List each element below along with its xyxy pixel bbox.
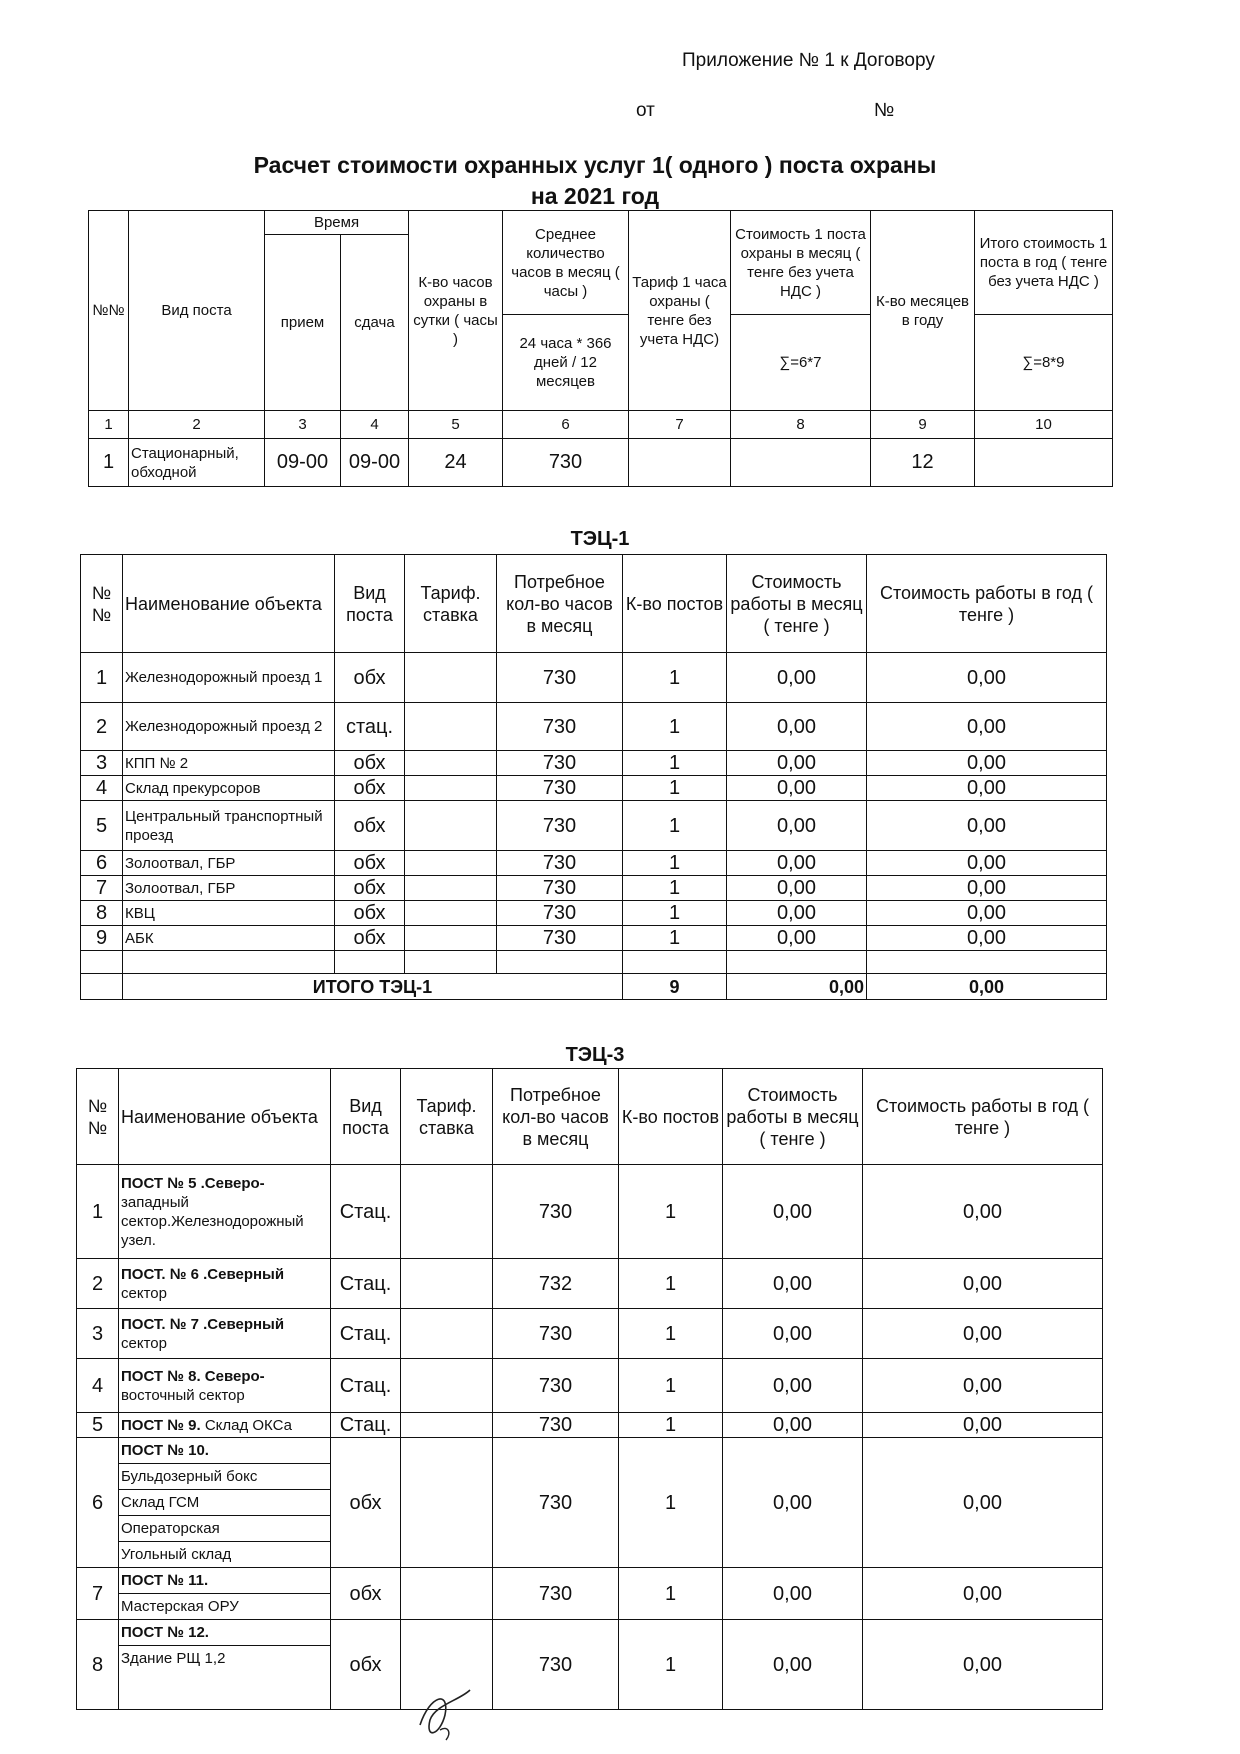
hours: 730	[497, 653, 623, 703]
tec1-col-post: Вид поста	[335, 555, 405, 653]
row-no: 1	[81, 653, 123, 703]
object-name: Железнодорожный проезд 1	[123, 653, 335, 703]
calc-index-cell: 4	[341, 411, 409, 439]
tariff	[405, 703, 497, 751]
table-row	[81, 776, 1107, 801]
post-type: обх	[331, 1568, 401, 1620]
calc-index-cell: 9	[871, 411, 975, 439]
cost-year: 0,00	[867, 751, 1107, 776]
from-label: от	[636, 100, 655, 121]
table-row	[89, 439, 1113, 487]
cost-year: 0,00	[863, 1359, 1103, 1413]
hours: 730	[493, 1413, 619, 1438]
calc-col-time: Время	[265, 211, 409, 235]
tec1-col-cost-month: Стоимость работы в месяц ( тенге )	[727, 555, 867, 653]
calc-col-hours-day: К-во часов охраны в сутки ( часы )	[409, 211, 503, 411]
object-cell	[119, 1568, 331, 1620]
calc-index-cell: 5	[409, 411, 503, 439]
tec1-total-posts: 9	[623, 974, 727, 1000]
cost-month: 0,00	[723, 1259, 863, 1309]
page-title-line1: Расчет стоимости охранных услуг 1( одного ) поста охраны	[253, 152, 937, 178]
hours: 730	[497, 876, 623, 901]
calc-index-cell: 10	[975, 411, 1113, 439]
tariff	[401, 1165, 493, 1259]
appendix-label: Приложение № 1 к Договору	[682, 50, 935, 71]
object-cell	[119, 1413, 331, 1438]
tariff	[401, 1259, 493, 1309]
signature-mark	[410, 1685, 480, 1745]
section-title-tec1: ТЭЦ-1	[570, 528, 630, 550]
cost-year: 0,00	[867, 851, 1107, 876]
post-head: ПОСТ № 8. Северо-	[121, 1367, 265, 1385]
table-row	[77, 1438, 1103, 1568]
cost-year: 0,00	[867, 926, 1107, 951]
tec3-col-hours: Потребное кол-во часов в месяц	[493, 1069, 619, 1165]
cost-year: 0,00	[867, 776, 1107, 801]
object-name: сектор	[121, 1284, 167, 1302]
tariff	[401, 1309, 493, 1359]
table-row	[81, 851, 1107, 876]
calc-row-total	[975, 439, 1113, 487]
posts: 1	[623, 703, 727, 751]
row-no: 8	[77, 1620, 119, 1710]
row-no: 3	[81, 751, 123, 776]
calc-row-cost-month	[731, 439, 871, 487]
posts: 1	[623, 851, 727, 876]
cost-month: 0,00	[727, 851, 867, 876]
post-type: обх	[335, 851, 405, 876]
post-type: обх	[331, 1438, 401, 1568]
tec1-total-year: 0,00	[867, 974, 1107, 1000]
calc-row-no: 1	[89, 439, 129, 487]
post-type: обх	[331, 1620, 401, 1710]
object-name: Центральный транспортный проезд	[123, 801, 335, 851]
post-type: обх	[335, 751, 405, 776]
posts: 1	[623, 901, 727, 926]
cost-year: 0,00	[863, 1259, 1103, 1309]
calc-index-cell: 3	[265, 411, 341, 439]
tec3-col-object: Наименование объекта	[119, 1069, 331, 1165]
calc-col-total-formula: ∑=8*9	[975, 315, 1113, 411]
cost-month: 0,00	[727, 751, 867, 776]
calc-row-months: 12	[871, 439, 975, 487]
hours: 730	[493, 1165, 619, 1259]
hours: 730	[493, 1568, 619, 1620]
tec1-col-cost-year: Стоимость работы в год ( тенге )	[867, 555, 1107, 653]
hours: 730	[497, 751, 623, 776]
cost-month: 0,00	[727, 801, 867, 851]
calc-col-accept: прием	[265, 235, 341, 411]
post-type: Стац.	[331, 1359, 401, 1413]
hours: 730	[497, 801, 623, 851]
tariff	[401, 1568, 493, 1620]
row-no: 2	[77, 1259, 119, 1309]
cost-year: 0,00	[863, 1165, 1103, 1259]
sub-object: Бульдозерный бокс	[119, 1464, 330, 1490]
tariff	[405, 776, 497, 801]
object-cell	[119, 1620, 331, 1710]
calc-col-no: №№	[89, 211, 129, 411]
posts: 1	[623, 776, 727, 801]
row-no: 6	[81, 851, 123, 876]
calc-row-tariff	[629, 439, 731, 487]
tec1-col-posts: К-во постов	[623, 555, 727, 653]
object-name: Золоотвал, ГБР	[123, 876, 335, 901]
object-cell	[119, 1359, 331, 1413]
hours: 730	[493, 1359, 619, 1413]
tariff	[405, 751, 497, 776]
object-name: западный сектор.Железнодорожный узел.	[121, 1193, 304, 1249]
post-type: обх	[335, 776, 405, 801]
table-row	[81, 926, 1107, 951]
calc-row-avg-hours: 730	[503, 439, 629, 487]
hours: 730	[497, 901, 623, 926]
table-row	[77, 1165, 1103, 1259]
cost-month: 0,00	[723, 1413, 863, 1438]
calc-index-cell: 6	[503, 411, 629, 439]
tec3-col-cost-year: Стоимость работы в год ( тенге )	[863, 1069, 1103, 1165]
row-no: 7	[77, 1568, 119, 1620]
row-no: 4	[77, 1359, 119, 1413]
post-type: Стац.	[331, 1309, 401, 1359]
post-head: ПОСТ № 5 .Северо-	[121, 1174, 265, 1192]
cost-year: 0,00	[863, 1620, 1103, 1710]
calc-index-cell: 2	[129, 411, 265, 439]
tec3-col-no: № №	[77, 1069, 119, 1165]
cost-month: 0,00	[727, 876, 867, 901]
hours: 730	[493, 1620, 619, 1710]
post-type: обх	[335, 901, 405, 926]
hours: 730	[497, 703, 623, 751]
tec3-col-posts: К-во постов	[619, 1069, 723, 1165]
page-title	[0, 150, 1190, 212]
calc-index-cell: 7	[629, 411, 731, 439]
calc-row-post-type: Стационарный, обходной	[129, 439, 265, 487]
cost-year: 0,00	[863, 1568, 1103, 1620]
sub-object: Здание РЩ 1,2	[121, 1649, 226, 1667]
calc-row-handover: 09-00	[341, 439, 409, 487]
tec3-col-post: Вид поста	[331, 1069, 401, 1165]
posts: 1	[619, 1309, 723, 1359]
tariff	[405, 801, 497, 851]
table-row	[81, 751, 1107, 776]
tec1-total-label: ИТОГО ТЭЦ-1	[123, 974, 623, 1000]
sub-object: Мастерская ОРУ	[121, 1597, 239, 1615]
table-row	[77, 1620, 1103, 1710]
table-row	[77, 1568, 1103, 1620]
cost-month: 0,00	[727, 776, 867, 801]
tec1-total-month: 0,00	[727, 974, 867, 1000]
tariff	[405, 876, 497, 901]
calc-col-post-type: Вид поста	[129, 211, 265, 411]
cost-month: 0,00	[723, 1165, 863, 1259]
posts: 1	[619, 1568, 723, 1620]
cost-year: 0,00	[867, 653, 1107, 703]
calc-col-total: Итого стоимость 1 поста в год ( тенге без учета НДС )	[975, 211, 1113, 315]
page-title-line2: на 2021 год	[530, 183, 660, 209]
calc-index-cell: 1	[89, 411, 129, 439]
row-no: 5	[77, 1413, 119, 1438]
row-no: 1	[77, 1165, 119, 1259]
calc-col-avg-hours: Среднее количество часов в месяц ( часы )	[503, 211, 629, 315]
cost-year: 0,00	[867, 876, 1107, 901]
post-type: обх	[335, 653, 405, 703]
post-head: ПОСТ. № 6 .Северный	[121, 1265, 285, 1283]
post-type: обх	[335, 926, 405, 951]
cost-year: 0,00	[867, 801, 1107, 851]
object-cell	[119, 1438, 331, 1568]
object-name: Золоотвал, ГБР	[123, 851, 335, 876]
object-name: Склад прекурсоров	[123, 776, 335, 801]
object-name: Железнодорожный проезд 2	[123, 703, 335, 751]
hours: 730	[497, 851, 623, 876]
table-row	[81, 653, 1107, 703]
tariff	[405, 926, 497, 951]
posts: 1	[619, 1165, 723, 1259]
table-row	[81, 703, 1107, 751]
hours: 730	[497, 776, 623, 801]
row-no: 6	[77, 1438, 119, 1568]
table-row	[81, 801, 1107, 851]
row-no: 2	[81, 703, 123, 751]
calc-col-avg-formula: 24 часа * 366 дней / 12 месяцев	[503, 315, 629, 411]
object-name: КВЦ	[123, 901, 335, 926]
object-name: АБК	[123, 926, 335, 951]
row-no: 7	[81, 876, 123, 901]
tec1-col-object: Наименование объекта	[123, 555, 335, 653]
post-type: Стац.	[331, 1413, 401, 1438]
post-head: ПОСТ. № 7 .Северный	[121, 1315, 285, 1333]
tariff	[401, 1359, 493, 1413]
post-type: Стац.	[331, 1165, 401, 1259]
cost-year: 0,00	[867, 703, 1107, 751]
tariff	[401, 1413, 493, 1438]
cost-month: 0,00	[727, 703, 867, 751]
posts: 1	[623, 876, 727, 901]
post-head: ПОСТ № 11.	[119, 1568, 330, 1594]
calc-index-row	[89, 411, 1113, 439]
tec1-col-tariff: Тариф. ставка	[405, 555, 497, 653]
table-row	[77, 1359, 1103, 1413]
section-title-tec3: ТЭЦ-3	[565, 1044, 625, 1066]
tec1-empty-row	[81, 951, 1107, 974]
tec3-col-cost-month: Стоимость работы в месяц ( тенге )	[723, 1069, 863, 1165]
hours: 730	[493, 1438, 619, 1568]
tec1-col-hours: Потребное кол-во часов в месяц	[497, 555, 623, 653]
cost-month: 0,00	[727, 653, 867, 703]
cost-year: 0,00	[863, 1413, 1103, 1438]
calc-index-cell: 8	[731, 411, 871, 439]
posts: 1	[623, 751, 727, 776]
tec1-col-no: № №	[81, 555, 123, 653]
tec1-table	[80, 554, 1107, 1000]
row-no: 9	[81, 926, 123, 951]
calc-col-months: К-во месяцев в году	[871, 211, 975, 411]
table-row	[81, 876, 1107, 901]
post-type: Стац.	[331, 1259, 401, 1309]
number-label: №	[874, 100, 895, 121]
cost-month: 0,00	[723, 1568, 863, 1620]
calc-row-accept: 09-00	[265, 439, 341, 487]
tec3-col-tariff: Тариф. ставка	[401, 1069, 493, 1165]
cost-month: 0,00	[723, 1309, 863, 1359]
object-name: восточный сектор	[121, 1386, 245, 1404]
table-row	[77, 1413, 1103, 1438]
object-name: сектор	[121, 1334, 167, 1352]
tariff	[405, 851, 497, 876]
posts: 1	[619, 1359, 723, 1413]
row-no: 8	[81, 901, 123, 926]
cost-month: 0,00	[723, 1620, 863, 1710]
tariff	[405, 901, 497, 926]
post-head: ПОСТ № 10.	[119, 1438, 330, 1464]
posts: 1	[623, 653, 727, 703]
posts: 1	[623, 801, 727, 851]
post-type: обх	[335, 801, 405, 851]
sub-object: Операторская	[119, 1516, 330, 1542]
row-no: 4	[81, 776, 123, 801]
posts: 1	[623, 926, 727, 951]
cost-month: 0,00	[723, 1359, 863, 1413]
object-name: Склад ОКСа	[204, 1416, 292, 1434]
post-head: ПОСТ № 9.	[121, 1416, 201, 1434]
posts: 1	[619, 1438, 723, 1568]
cost-year: 0,00	[867, 901, 1107, 926]
calc-col-handover: сдача	[341, 235, 409, 411]
tariff	[405, 653, 497, 703]
post-type: обх	[335, 876, 405, 901]
post-head: ПОСТ № 12.	[119, 1620, 330, 1646]
sub-object: Склад ГСМ	[119, 1490, 330, 1516]
calc-col-cost-formula: ∑=6*7	[731, 315, 871, 411]
cost-month: 0,00	[727, 926, 867, 951]
hours: 732	[493, 1259, 619, 1309]
table-row	[81, 901, 1107, 926]
row-no: 5	[81, 801, 123, 851]
cost-month: 0,00	[723, 1438, 863, 1568]
row-no: 3	[77, 1309, 119, 1359]
hours: 730	[493, 1309, 619, 1359]
posts: 1	[619, 1259, 723, 1309]
tec3-table	[76, 1068, 1103, 1710]
tariff	[401, 1438, 493, 1568]
cost-year: 0,00	[863, 1438, 1103, 1568]
calc-col-tariff: Тариф 1 часа охраны ( тенге без учета НДС)	[629, 211, 731, 411]
calc-row-hours-day: 24	[409, 439, 503, 487]
table-row	[77, 1259, 1103, 1309]
object-name: КПП № 2	[123, 751, 335, 776]
table-row	[77, 1309, 1103, 1359]
calc-table	[88, 210, 1113, 487]
object-cell	[119, 1309, 331, 1359]
post-type: стац.	[335, 703, 405, 751]
cost-year: 0,00	[863, 1309, 1103, 1359]
object-cell	[119, 1259, 331, 1309]
object-cell	[119, 1165, 331, 1259]
cost-month: 0,00	[727, 901, 867, 926]
tec1-total-row	[81, 974, 1107, 1000]
posts: 1	[619, 1620, 723, 1710]
posts: 1	[619, 1413, 723, 1438]
sub-object: Угольный склад	[121, 1545, 232, 1563]
hours: 730	[497, 926, 623, 951]
calc-col-cost-month: Стоимость 1 поста охраны в месяц ( тенге без учета НДС )	[731, 211, 871, 315]
